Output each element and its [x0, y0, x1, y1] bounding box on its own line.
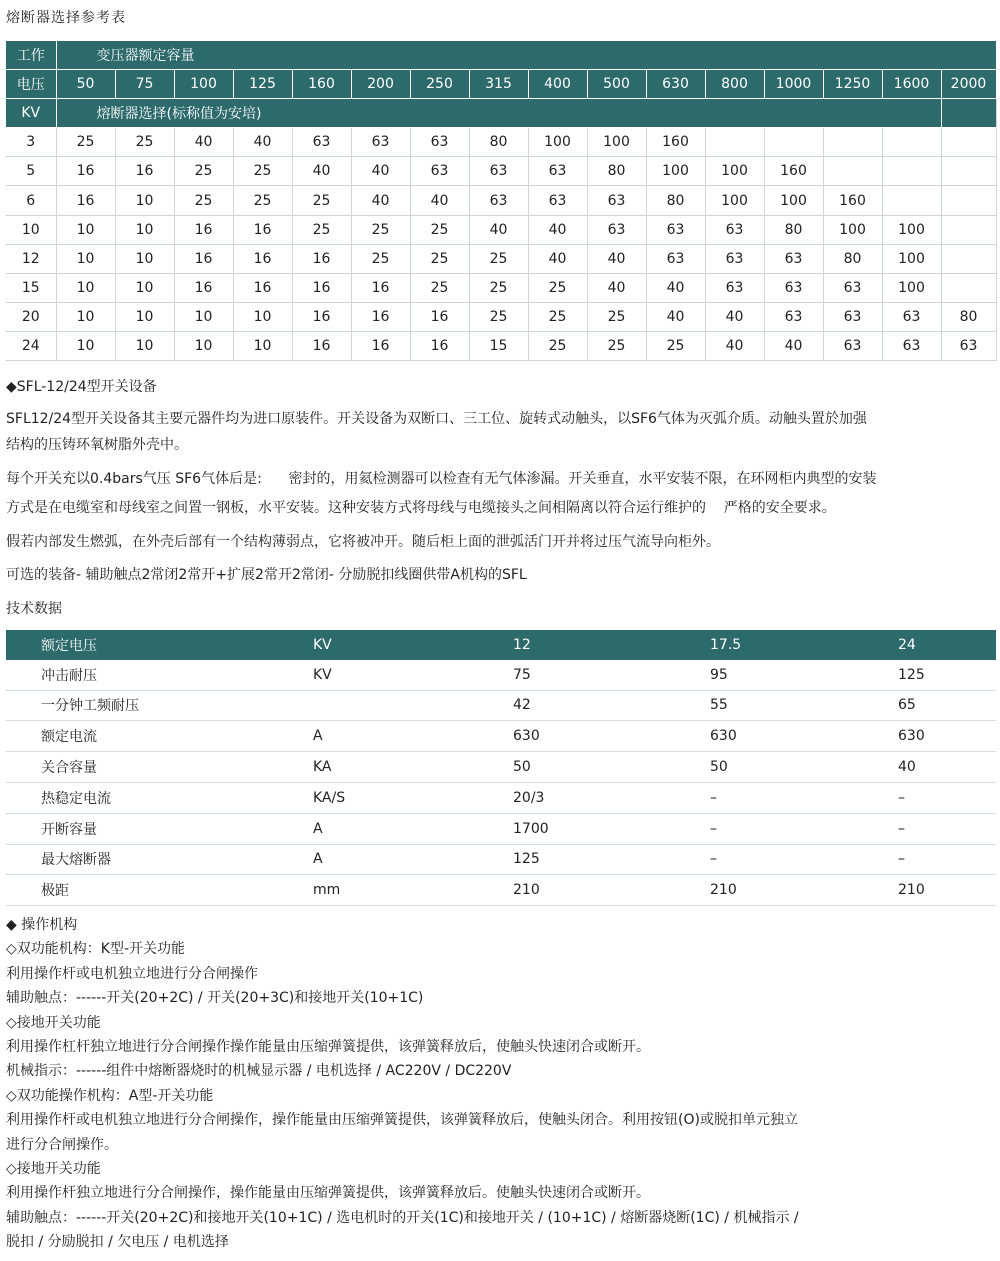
- fuse-cell: 100: [764, 186, 823, 215]
- fuse-cell: 40: [587, 273, 646, 302]
- spec-value: –: [710, 782, 898, 813]
- fuse-cell: 25: [469, 244, 528, 273]
- header-left-0: 工作: [6, 41, 56, 70]
- fuse-cell: 63: [764, 302, 823, 331]
- ops-line: 利用操作杆独立地进行分合闸操作，操作能量由压缩弹簧提供，该弹簧释放后。使触头快速闭合或断开。: [6, 1185, 650, 1202]
- row-voltage: 5: [6, 157, 56, 186]
- fuse-cell: 16: [351, 273, 410, 302]
- fuse-cell: 10: [56, 215, 115, 244]
- fuse-cell: 16: [410, 331, 469, 360]
- spec-label: 最大熔断器: [6, 844, 313, 875]
- fuse-cell: 25: [292, 215, 351, 244]
- fuse-cell: [941, 157, 996, 186]
- tech-data-table: [6, 630, 996, 906]
- fuse-cell: 40: [705, 331, 764, 360]
- capacity-header: 100: [174, 70, 233, 99]
- fuse-cell: 16: [174, 273, 233, 302]
- ops-line: ◇接地开关功能: [6, 1161, 101, 1177]
- fuse-cell: 16: [292, 331, 351, 360]
- fuse-cell: 63: [882, 331, 941, 360]
- fuse-cell: [941, 186, 996, 215]
- fuse-cell: 40: [469, 215, 528, 244]
- fuse-cell: 63: [351, 128, 410, 157]
- fuse-cell: 100: [823, 215, 882, 244]
- fuse-cell: 63: [705, 244, 764, 273]
- spec-label: 一分钟工频耐压: [6, 690, 313, 721]
- fuse-cell: 25: [174, 186, 233, 215]
- fuse-cell: 63: [646, 244, 705, 273]
- fuse-cell: [882, 157, 941, 186]
- ops-line: 利用操作杠杆独立地进行分合闸操作操作能量由压缩弹簧提供，该弹簧释放后，使触头快速闭合或断开。: [6, 1039, 650, 1055]
- table-row: [6, 782, 996, 813]
- capacity-header: 125: [233, 70, 292, 99]
- table-row: [6, 721, 996, 752]
- row-voltage: 3: [6, 128, 56, 157]
- fuse-cell: 10: [115, 273, 174, 302]
- capacity-header: 1000: [764, 70, 823, 99]
- fuse-cell: 100: [705, 157, 764, 186]
- fuse-cell: 16: [233, 273, 292, 302]
- ops-line: 机械指示：------组件中熔断器烧时的机械显示器 / 电机选择 / AC220V / DC220V: [6, 1063, 512, 1080]
- fuse-cell: 63: [882, 302, 941, 331]
- fuse-cell: 25: [646, 331, 705, 360]
- fuse-cell: 25: [56, 128, 115, 157]
- fuse-cell: 10: [115, 331, 174, 360]
- fuse-cell: 10: [233, 302, 292, 331]
- spec-value: [313, 690, 513, 721]
- spec-label: 额定电流: [6, 721, 313, 752]
- table-row: [6, 660, 996, 690]
- fuse-cell: 100: [705, 186, 764, 215]
- spec-value: 1700: [513, 813, 710, 844]
- fuse-cell: 10: [56, 331, 115, 360]
- spec-value: A: [313, 721, 513, 752]
- spec-value: 125: [898, 660, 996, 690]
- spec-value: 42: [513, 690, 710, 721]
- fuse-cell: 63: [469, 157, 528, 186]
- fuse-cell: 63: [587, 215, 646, 244]
- spec-value: –: [710, 813, 898, 844]
- sfl-paragraph-3: 假若内部发生燃弧，在外壳后部有一个结构薄弱点，它将被冲开。随后柜上面的泄弧活门开并将过压气流导向柜外。: [6, 534, 720, 550]
- spec-label: 冲击耐压: [6, 660, 313, 690]
- spec-value: 12: [513, 630, 710, 660]
- spec-label: 关合容量: [6, 752, 313, 783]
- fuse-cell: 40: [528, 244, 587, 273]
- fuse-cell: 40: [292, 157, 351, 186]
- fuse-cell: 63: [528, 186, 587, 215]
- fuse-cell: 25: [115, 128, 174, 157]
- fuse-cell: 16: [233, 215, 292, 244]
- spec-value: 630: [710, 721, 898, 752]
- fuse-cell: 25: [410, 244, 469, 273]
- spec-value: 40: [898, 752, 996, 783]
- table-row: [6, 331, 996, 360]
- ops-line: 辅助触点：------开关(20+2C)和接地开关(10+1C) / 选电机时的开关(1C)和接地开关 / (10+1C) / 熔断器烧断(1C) / 机械指示 /: [6, 1209, 799, 1226]
- table-row: [6, 875, 996, 906]
- fuse-cell: 25: [410, 215, 469, 244]
- spec-value: –: [898, 813, 996, 844]
- fuse-cell: [764, 128, 823, 157]
- capacity-header: 1600: [882, 70, 941, 99]
- spec-value: KA/S: [313, 782, 513, 813]
- spec-value: –: [898, 844, 996, 875]
- fuse-cell: 80: [646, 186, 705, 215]
- capacity-header: 75: [115, 70, 174, 99]
- fuse-cell: 25: [351, 244, 410, 273]
- fuse-cell: 10: [56, 302, 115, 331]
- table-row: [6, 690, 996, 721]
- fuse-cell: 63: [764, 273, 823, 302]
- fuse-cell: 10: [115, 302, 174, 331]
- fuse-cell: 40: [587, 244, 646, 273]
- fuse-cell: 63: [705, 215, 764, 244]
- fuse-cell: 16: [351, 331, 410, 360]
- spec-value: –: [710, 844, 898, 875]
- capacity-header: 1250: [823, 70, 882, 99]
- fuse-cell: 10: [233, 331, 292, 360]
- fuse-cell: 63: [469, 186, 528, 215]
- page-title: 熔断器选择参考表: [6, 10, 126, 26]
- fuse-cell: 100: [528, 128, 587, 157]
- ops-line: ◆ 操作机构: [6, 917, 78, 933]
- fuse-cell: 40: [646, 302, 705, 331]
- spec-value: 50: [513, 752, 710, 783]
- ops-line: ◇接地开关功能: [6, 1014, 101, 1031]
- fuse-cell: 63: [410, 157, 469, 186]
- sfl-paragraph-1b: 结构的压铸环氧树脂外壳中。: [6, 437, 188, 453]
- spec-value: 630: [513, 721, 710, 752]
- fuse-cell: 25: [528, 302, 587, 331]
- ops-line: 利用操作杆或电机独立地进行分合闸操作: [6, 965, 258, 982]
- fuse-cell: 10: [56, 244, 115, 273]
- spec-value: KV: [313, 630, 513, 660]
- fuse-cell: [941, 244, 996, 273]
- table-row: [6, 273, 996, 302]
- fuse-cell: [882, 128, 941, 157]
- header-blank: [941, 99, 996, 128]
- spec-label: 开断容量: [6, 813, 313, 844]
- spec-header-row: [6, 630, 996, 660]
- fuse-cell: 160: [823, 186, 882, 215]
- fuse-cell: 10: [174, 331, 233, 360]
- ops-line: 脱扣 / 分励脱扣 / 欠电压 / 电机选择: [6, 1234, 229, 1251]
- header-left-2: KV: [6, 99, 56, 128]
- fuse-cell: 100: [587, 128, 646, 157]
- fuse-cell: 63: [646, 215, 705, 244]
- fuse-cell: 63: [528, 157, 587, 186]
- spec-value: 210: [898, 875, 996, 906]
- spec-label: 额定电压: [6, 630, 313, 660]
- ops-line: 利用操作杆或电机独立地进行分合闸操作，操作能量由压缩弹簧提供，该弹簧释放后，使触头闭合。利用按钮(O)或脱扣单元独立: [6, 1112, 798, 1129]
- spec-value: 95: [710, 660, 898, 690]
- fuse-cell: 63: [410, 128, 469, 157]
- fuse-cell: 160: [646, 128, 705, 157]
- spec-value: 17.5: [710, 630, 898, 660]
- fuse-cell: 25: [233, 157, 292, 186]
- fuse-cell: 40: [705, 302, 764, 331]
- fuse-cell: 25: [351, 215, 410, 244]
- row-voltage: 20: [6, 302, 56, 331]
- fuse-cell: 25: [233, 186, 292, 215]
- table-row: [6, 215, 996, 244]
- table-row: [6, 844, 996, 875]
- fuse-cell: 10: [56, 273, 115, 302]
- ops-line: ◇双功能操作机构：A型-开关功能: [6, 1087, 214, 1104]
- fuse-cell: 25: [469, 302, 528, 331]
- row-voltage: 6: [6, 186, 56, 215]
- spec-label: 极距: [6, 875, 313, 906]
- fuse-cell: 80: [469, 128, 528, 157]
- sfl-heading: ◆SFL-12/24型开关设备: [6, 379, 157, 395]
- spec-value: 50: [710, 752, 898, 783]
- fuse-cell: 25: [174, 157, 233, 186]
- capacity-header: 315: [469, 70, 528, 99]
- spec-value: KV: [313, 660, 513, 690]
- fuse-cell: [705, 128, 764, 157]
- fuse-cell: 25: [587, 302, 646, 331]
- fuse-cell: 63: [823, 302, 882, 331]
- fuse-cell: 100: [882, 244, 941, 273]
- spec-value: 20/3: [513, 782, 710, 813]
- fuse-cell: 40: [528, 215, 587, 244]
- sfl-paragraph-4: 可选的装备- 辅助触点2常闭2常开+扩展2常开2常闭- 分励脱扣线圈供带A机构的SFL: [6, 567, 527, 583]
- fuse-selection-table: [6, 41, 997, 361]
- fuse-cell: 40: [764, 331, 823, 360]
- table-row: [6, 157, 996, 186]
- spec-label: 热稳定电流: [6, 782, 313, 813]
- row-voltage: 24: [6, 331, 56, 360]
- spec-value: mm: [313, 875, 513, 906]
- spec-value: A: [313, 813, 513, 844]
- fuse-cell: 63: [705, 273, 764, 302]
- fuse-cell: 40: [233, 128, 292, 157]
- fuse-cell: 80: [941, 302, 996, 331]
- table-row: [6, 128, 996, 157]
- fuse-cell: 80: [587, 157, 646, 186]
- fuse-cell: 100: [882, 273, 941, 302]
- fuse-cell: 100: [646, 157, 705, 186]
- sfl-paragraph-1a: SFL12/24型开关设备其主要元器件均为进口原装件。开关设备为双断口、三工位、旋转式动触头，以SF6气体为灭弧介质。动触头置於加强: [6, 411, 867, 427]
- fuse-cell: 25: [469, 273, 528, 302]
- fuse-cell: 40: [351, 186, 410, 215]
- tech-heading: 技术数据: [6, 601, 62, 617]
- capacity-header: 630: [646, 70, 705, 99]
- ops-line: 辅助触点：------开关(20+2C) / 开关(20+3C)和接地开关(10+1C): [6, 990, 424, 1007]
- fuse-cell: 16: [292, 273, 351, 302]
- row-voltage: 10: [6, 215, 56, 244]
- spec-value: 65: [898, 690, 996, 721]
- fuse-cell: 10: [115, 244, 174, 273]
- fuse-cell: 16: [351, 302, 410, 331]
- fuse-cell: 63: [941, 331, 996, 360]
- header-transformer-capacity: 变压器额定容量: [56, 41, 996, 70]
- capacity-header: 160: [292, 70, 351, 99]
- table-row: [6, 302, 996, 331]
- spec-value: 630: [898, 721, 996, 752]
- spec-value: 75: [513, 660, 710, 690]
- fuse-cell: 10: [115, 215, 174, 244]
- fuse-cell: 25: [292, 186, 351, 215]
- capacity-header: 50: [56, 70, 115, 99]
- spec-value: 210: [710, 875, 898, 906]
- fuse-cell: 10: [115, 186, 174, 215]
- fuse-cell: 63: [823, 273, 882, 302]
- fuse-cell: 16: [115, 157, 174, 186]
- ops-line: 进行分合闸操作。: [6, 1136, 118, 1153]
- spec-value: A: [313, 844, 513, 875]
- fuse-cell: 40: [646, 273, 705, 302]
- fuse-cell: 16: [292, 302, 351, 331]
- capacity-header: 250: [410, 70, 469, 99]
- spec-value: –: [898, 782, 996, 813]
- fuse-cell: 15: [469, 331, 528, 360]
- sfl-paragraph-2b: 方式是在电缆室和母线室之间置一钢板，水平安装。这种安装方式将母线与电缆接头之间相隔离以符合运行维护的 严格的安全要求。: [6, 500, 836, 516]
- header-left-1: 电压: [6, 70, 56, 99]
- row-voltage: 12: [6, 244, 56, 273]
- fuse-cell: 25: [528, 331, 587, 360]
- spec-value: KA: [313, 752, 513, 783]
- capacity-header: 800: [705, 70, 764, 99]
- fuse-cell: 25: [587, 331, 646, 360]
- fuse-cell: 40: [174, 128, 233, 157]
- fuse-cell: [941, 128, 996, 157]
- fuse-cell: 16: [56, 157, 115, 186]
- fuse-cell: 100: [882, 215, 941, 244]
- fuse-cell: 40: [410, 186, 469, 215]
- fuse-cell: 25: [410, 273, 469, 302]
- fuse-cell: 16: [292, 244, 351, 273]
- fuse-cell: 63: [764, 244, 823, 273]
- fuse-cell: [941, 215, 996, 244]
- spec-value: 55: [710, 690, 898, 721]
- sfl-paragraph-2a: 每个开关充以0.4bars气压 SF6气体后是: 密封的，用氦检测器可以检查有无气体渗漏。开关垂直，水平安装不限，在环网柜内典型的安装: [6, 471, 877, 487]
- fuse-cell: 40: [351, 157, 410, 186]
- fuse-cell: [823, 128, 882, 157]
- spec-value: 210: [513, 875, 710, 906]
- fuse-cell: [941, 273, 996, 302]
- row-voltage: 15: [6, 273, 56, 302]
- fuse-cell: 63: [587, 186, 646, 215]
- fuse-cell: 16: [174, 244, 233, 273]
- spec-value: 125: [513, 844, 710, 875]
- capacity-header: 200: [351, 70, 410, 99]
- table-row: [6, 186, 996, 215]
- fuse-cell: 16: [56, 186, 115, 215]
- spec-value: 24: [898, 630, 996, 660]
- capacity-header: 500: [587, 70, 646, 99]
- fuse-cell: 16: [174, 215, 233, 244]
- fuse-cell: 80: [764, 215, 823, 244]
- table-row: [6, 752, 996, 783]
- fuse-cell: [882, 186, 941, 215]
- fuse-cell: 63: [823, 331, 882, 360]
- fuse-cell: 80: [823, 244, 882, 273]
- table-row: [6, 244, 996, 273]
- fuse-cell: 16: [410, 302, 469, 331]
- ops-line: ◇双功能机构：K型-开关功能: [6, 941, 185, 958]
- header-fuse-selection: 熔断器选择(标称值为安培): [56, 99, 941, 128]
- fuse-cell: 160: [764, 157, 823, 186]
- fuse-cell: 16: [233, 244, 292, 273]
- capacity-header: 400: [528, 70, 587, 99]
- fuse-cell: [823, 157, 882, 186]
- table-row: [6, 813, 996, 844]
- capacity-header: 2000: [941, 70, 996, 99]
- fuse-cell: 25: [528, 273, 587, 302]
- fuse-cell: 63: [292, 128, 351, 157]
- fuse-cell: 10: [174, 302, 233, 331]
